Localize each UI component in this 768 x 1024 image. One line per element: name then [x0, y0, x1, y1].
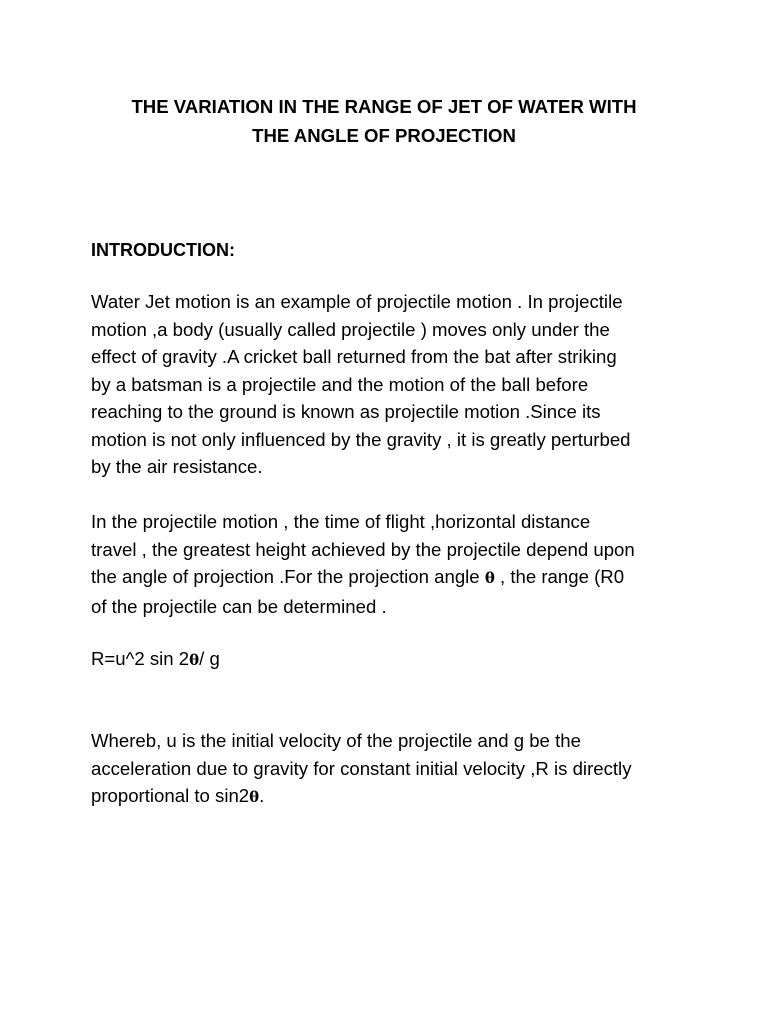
text-line: effect of gravity .A cricket ball returned from the bat after striking	[91, 346, 617, 367]
text-line: by the air resistance.	[91, 456, 263, 477]
text-line: motion is not only influenced by the gravity , it is greatly perturbed	[91, 428, 631, 450]
theta-symbol: θ	[249, 788, 260, 806]
text-line: Whereb, u is the initial velocity of the projectile and g be the	[91, 730, 581, 751]
text-line: the angle of projection .For the projection angle θ , the range (R0	[91, 566, 625, 587]
paragraph-projectile-intro	[91, 288, 711, 481]
text-line: reaching to the ground is known as projectile motion .Since its	[91, 401, 601, 422]
document-title	[60, 92, 708, 150]
theta-symbol: θ	[484, 569, 495, 587]
section-heading-introduction: INTRODUCTION:	[91, 240, 235, 260]
text-line: proportional to sin2θ.	[91, 785, 265, 806]
theta-symbol: θ	[189, 651, 200, 669]
text-line: of the projectile can be determined .	[91, 595, 387, 617]
paragraph-formula-explanation	[91, 727, 711, 812]
title-line-1: THE VARIATION IN THE RANGE OF JET OF WATER WITH	[131, 96, 637, 117]
text-line: Water Jet motion is an example of projectile motion . In projectile	[91, 291, 623, 312]
text-line: acceleration due to gravity for constant initial velocity ,R is directly	[91, 757, 632, 779]
paragraph-range-angle	[91, 508, 711, 620]
title-line-2: THE ANGLE OF PROJECTION	[252, 125, 516, 146]
text-line: motion ,a body (usually called projectile ) moves only under the	[91, 318, 610, 340]
text-line: by a batsman is a projectile and the motion of the ball before	[91, 373, 589, 395]
text-line: In the projectile motion , the time of flight ,horizontal distance	[91, 511, 591, 532]
text-line: travel , the greatest height achieved by the projectile depend upon	[91, 538, 635, 560]
range-formula: R=u^2 sin 2θ/ g	[91, 648, 220, 669]
